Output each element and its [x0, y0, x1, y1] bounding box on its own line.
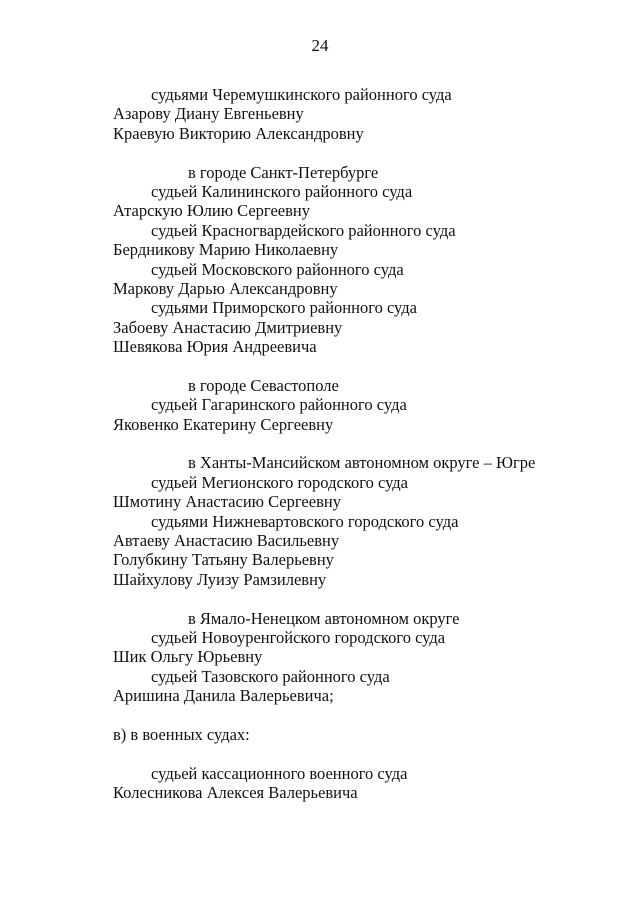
- judge-name-line: Маркову Дарью Александровну: [113, 278, 338, 298]
- court-assignment-line: судьей Мегионского городского суда: [151, 472, 408, 492]
- region-heading: в Ханты-Мансийском автономном округе – Югре: [188, 453, 536, 473]
- court-assignment-line: судьей Тазовского районного суда: [151, 666, 390, 686]
- page-number: 24: [311, 36, 329, 55]
- judge-name-line: Атарскую Юлию Сергеевну: [113, 201, 310, 221]
- blank-line: [0, 589, 640, 608]
- blank-line: [0, 356, 640, 375]
- court-assignment-line: судьями Черемушкинского районного суда: [151, 85, 452, 104]
- court-assignment-line: судьями Приморского районного суда: [151, 298, 417, 318]
- court-assignment-line: судьей Гагаринского районного суда: [151, 395, 407, 415]
- judge-name-line: Шайхулову Луизу Рамзилевну: [113, 569, 327, 589]
- judge-name-line: Бердникову Марию Николаевну: [113, 240, 339, 260]
- judge-name-line: Голубкину Татьяну Валерьевну: [113, 550, 334, 570]
- judge-name-line: Автаеву Анастасию Васильевну: [113, 530, 340, 550]
- judge-name-line: Колесникова Алексея Валерьевича: [113, 783, 358, 803]
- blank-line: [0, 143, 640, 162]
- blank-line: [0, 706, 640, 725]
- region-heading: в городе Севастополе: [188, 375, 339, 395]
- judge-name-line: Яковенко Екатерину Сергеевну: [113, 414, 334, 434]
- judge-name-line: Аришина Данила Валерьевича;: [113, 686, 334, 706]
- court-assignment-line: судьей Красногвардейского районного суда: [151, 220, 456, 240]
- judge-name-line: Забоеву Анастасию Дмитриевну: [113, 317, 343, 337]
- judge-name-line: Краевую Викторию Александровну: [113, 123, 364, 143]
- judge-name-line: Шик Ольгу Юрьевну: [113, 647, 263, 667]
- judge-name-line: Шевякова Юрия Андреевича: [113, 337, 317, 357]
- court-assignment-line: судьей Московского районного суда: [151, 259, 404, 279]
- court-assignment-line: судьей Новоуренгойского городского суда: [151, 627, 446, 647]
- region-heading: в Ямало-Ненецком автономном округе: [188, 608, 460, 628]
- blank-line: [0, 434, 640, 453]
- court-assignment-line: судьями Нижневартовского городского суда: [151, 511, 459, 531]
- court-assignment-line: судьей кассационного военного суда: [151, 763, 408, 783]
- region-heading: в городе Санкт-Петербурге: [188, 162, 379, 182]
- judge-name-line: Шмотину Анастасию Сергеевну: [113, 492, 341, 512]
- blank-line: [0, 744, 640, 763]
- document-body: [0, 85, 640, 802]
- judge-name-line: Азарову Диану Евгеньевну: [113, 104, 304, 124]
- court-assignment-line: судьей Калининского районного суда: [151, 181, 413, 201]
- section-heading: в) в военных судах:: [113, 724, 250, 744]
